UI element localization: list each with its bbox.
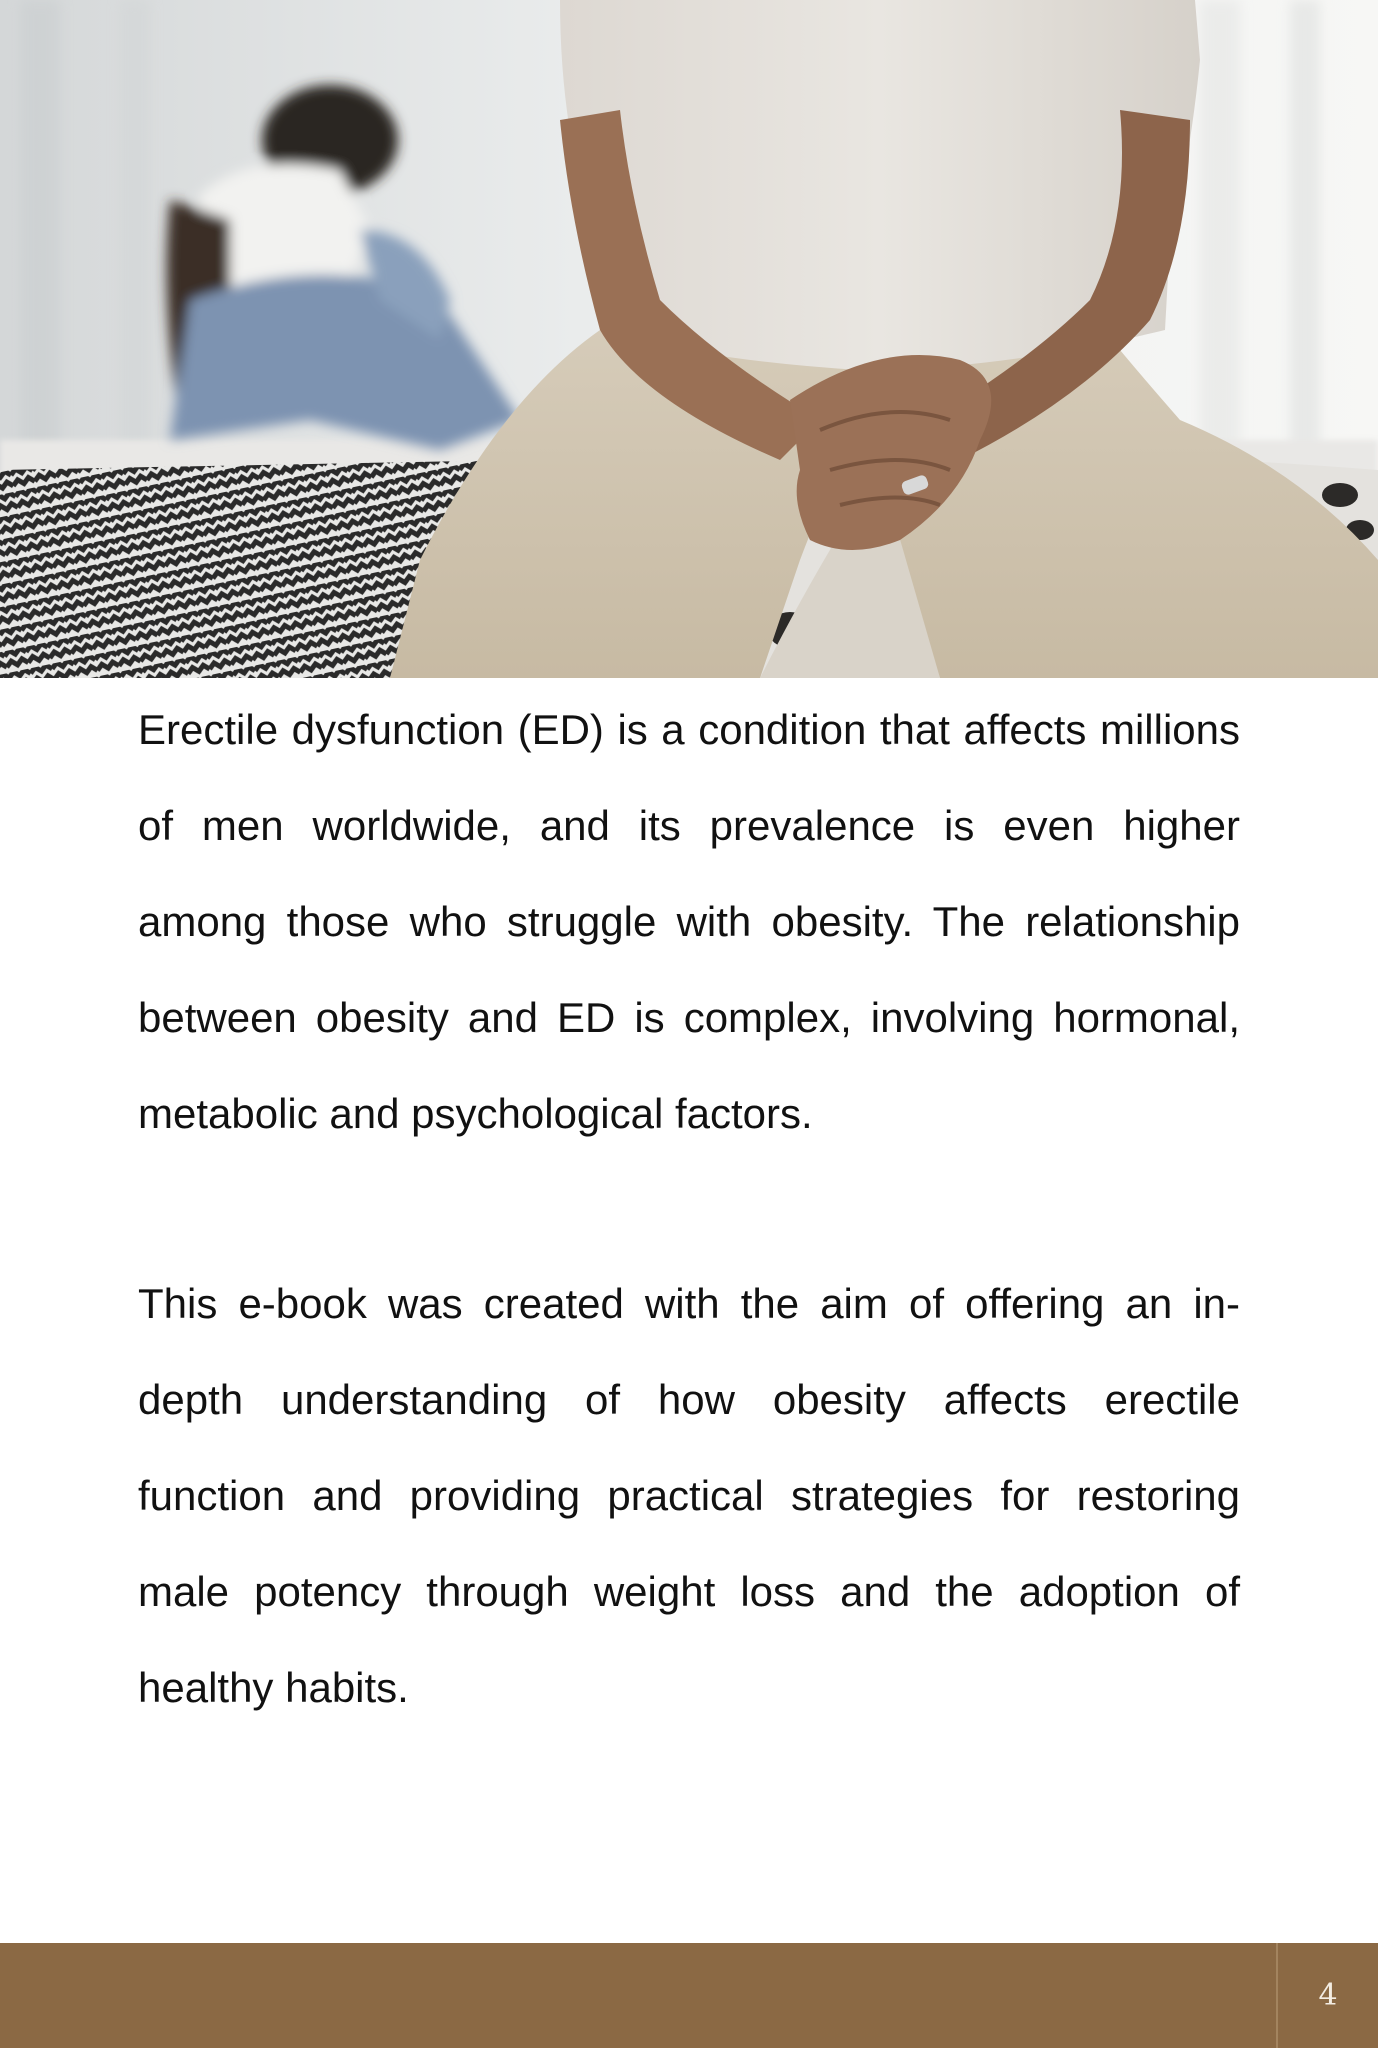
main-content bbox=[138, 682, 1240, 1736]
intro-paragraph: Erectile dysfunction (ED) is a condition that affects millions of men worldwide, and its prevalence is even higher among those who struggle with obesity. The relationship between obesity and ED is complex, involving hormonal, metabolic and psychological factors. bbox=[138, 706, 1240, 1137]
purpose-paragraph: This e-book was created with the aim of offering an in-depth understanding of how obesity affects erectile function and providing practical strategies for restoring male potency through weight loss and the adoption of healthy habits. bbox=[138, 1280, 1240, 1711]
hero-photo bbox=[0, 0, 1378, 678]
footer-band bbox=[0, 1943, 1378, 2048]
page-number-box bbox=[1276, 1943, 1378, 2048]
couple-photo-icon bbox=[0, 0, 1378, 678]
page-number: 4 bbox=[1318, 1978, 1338, 2013]
